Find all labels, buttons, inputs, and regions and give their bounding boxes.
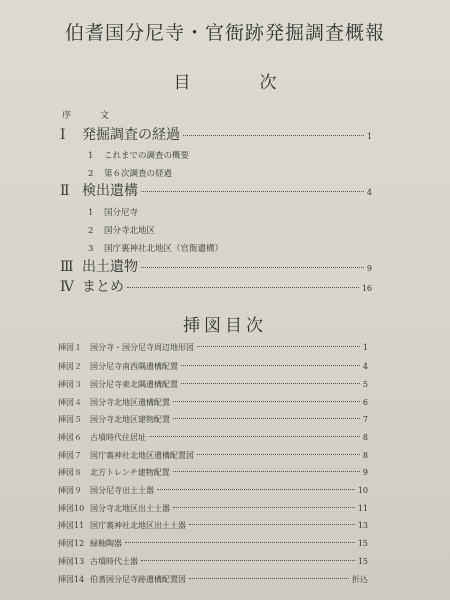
figure-number: 挿図１ (58, 343, 82, 352)
dot-leader (157, 489, 355, 490)
figure-entry (58, 361, 368, 372)
chapter-label: 出土遺物 (82, 259, 138, 275)
figure-entry (58, 520, 368, 531)
toc-chapter (60, 180, 372, 200)
dot-leader (173, 401, 360, 402)
preface-entry (62, 108, 119, 121)
figure-label: 国分尼寺南西隅遺構配置 (90, 362, 178, 371)
chapter-number: Ⅲ (60, 259, 74, 275)
figure-page: 6 (362, 398, 368, 407)
subsection-label: 国庁裏神社北地区（官衙遺構） (104, 244, 224, 254)
figure-entry (58, 467, 368, 478)
dot-leader (197, 346, 360, 347)
figure-entry (58, 538, 368, 549)
figure-label: 国分寺北地区建物配置 (90, 415, 170, 424)
page-title: 伯耆国分尼寺・官衙跡発掘調査概報 (64, 22, 385, 44)
figure-number: 挿図５ (58, 415, 82, 424)
figure-number: 挿図４ (58, 398, 82, 407)
dot-leader (127, 287, 359, 288)
subsection-number: 1 (88, 151, 94, 161)
toc-chapter (60, 124, 372, 144)
figure-page: 13 (357, 521, 368, 530)
chapter-label: まとめ (82, 279, 124, 295)
figure-label: 国庁裏神社北地区出土土器 (90, 521, 186, 530)
figure-number: 挿図９ (58, 486, 82, 495)
dot-leader (173, 471, 360, 472)
figure-number: 挿図12 (58, 539, 85, 548)
figure-label: 国分寺北地区遺構配置 (90, 398, 170, 407)
figure-entry (58, 379, 368, 390)
figure-label: 伯耆国分尼寺跡遺構配置図 (90, 575, 186, 584)
chapter-page: 1 (366, 132, 372, 141)
figure-page: 9 (362, 468, 368, 477)
figure-page: 7 (362, 415, 368, 424)
figure-entry (58, 485, 368, 496)
subsection-number: 1 (88, 208, 94, 218)
subsection-number: 2 (88, 169, 94, 179)
figure-page: 15 (357, 557, 368, 566)
figure-number: 挿図３ (58, 380, 82, 389)
figure-page: 1 (362, 343, 368, 352)
chapter-label: 検出遺構 (82, 183, 138, 199)
figure-entry (58, 556, 368, 567)
figure-page: 折込 (352, 575, 368, 584)
subsection-label: 国分尼寺 (104, 208, 139, 218)
figure-entry (58, 397, 368, 408)
figure-entry (58, 574, 368, 585)
figure-label: 国分尼寺東北隅遺構配置 (90, 380, 178, 389)
figure-number: 挿図10 (58, 504, 85, 513)
chapter-page: 16 (361, 284, 372, 293)
dot-leader (173, 418, 360, 419)
figure-entry (58, 503, 368, 514)
toc-subsection (88, 206, 138, 218)
figure-page: 10 (357, 486, 368, 495)
toc-chapter (60, 276, 372, 296)
figure-label: 国分寺北地区出土土器 (90, 504, 170, 513)
figure-number: 挿図２ (58, 362, 82, 371)
figure-label: 古墳時代住居址 (90, 433, 146, 442)
toc-subsection (88, 149, 189, 161)
chapter-number: Ⅳ (60, 279, 74, 295)
figure-page: 5 (362, 380, 368, 389)
subsection-label: 国分寺北地区 (104, 226, 156, 236)
dot-leader (125, 542, 355, 543)
chapter-page: 4 (366, 188, 372, 197)
subsection-number: 2 (88, 226, 94, 236)
figure-label: 古墳時代土器 (90, 557, 138, 566)
figure-number: 挿図８ (58, 468, 82, 477)
toc-chapter (60, 256, 372, 276)
figure-entry (58, 432, 368, 443)
chapter-number: Ⅱ (60, 183, 70, 199)
chapter-number: Ⅰ (60, 127, 66, 143)
figure-label: 国分寺・国分尼寺周辺地形図 (90, 343, 194, 352)
dot-leader (189, 578, 349, 579)
dot-leader (197, 454, 360, 455)
toc-heading: 目 次 (173, 73, 303, 93)
figure-label: 北方トレンチ建物配置 (90, 468, 170, 477)
figure-number: 挿図14 (58, 575, 85, 584)
figure-entry (58, 450, 368, 461)
dot-leader (189, 524, 355, 525)
preface-label: 序 文 (62, 111, 120, 121)
figure-page: 8 (362, 433, 368, 442)
subsection-number: 3 (88, 244, 94, 254)
figure-entry (58, 342, 368, 353)
dot-leader (183, 135, 364, 136)
figure-number: 挿図11 (58, 521, 85, 530)
chapter-page: 9 (366, 264, 372, 273)
toc-subsection (88, 167, 172, 179)
toc-subsection (88, 242, 223, 254)
figure-list-heading: 挿図目次 (183, 316, 267, 336)
dot-leader (181, 383, 360, 384)
figure-label: 緑釉陶器 (90, 539, 122, 548)
dot-leader (141, 267, 364, 268)
figure-page: 8 (362, 451, 368, 460)
toc-subsection (88, 224, 155, 236)
figure-label: 国分尼寺出土土器 (90, 486, 154, 495)
figure-page: 4 (362, 362, 368, 371)
dot-leader (141, 191, 364, 192)
figure-page: 15 (357, 539, 368, 548)
subsection-label: 第６次調査の経過 (104, 169, 173, 179)
figure-number: 挿図７ (58, 451, 82, 460)
figure-entry (58, 414, 368, 425)
dot-leader (149, 436, 360, 437)
dot-leader (173, 507, 355, 508)
figure-page: 11 (357, 504, 368, 513)
figure-number: 挿図13 (58, 557, 85, 566)
subsection-label: これまでの調査の概要 (104, 151, 190, 161)
figure-label: 国庁裏神社北地区遺構配置図 (90, 451, 194, 460)
dot-leader (141, 560, 355, 561)
dot-leader (181, 365, 360, 366)
chapter-label: 発掘調査の経過 (82, 127, 180, 143)
figure-number: 挿図６ (58, 433, 82, 442)
